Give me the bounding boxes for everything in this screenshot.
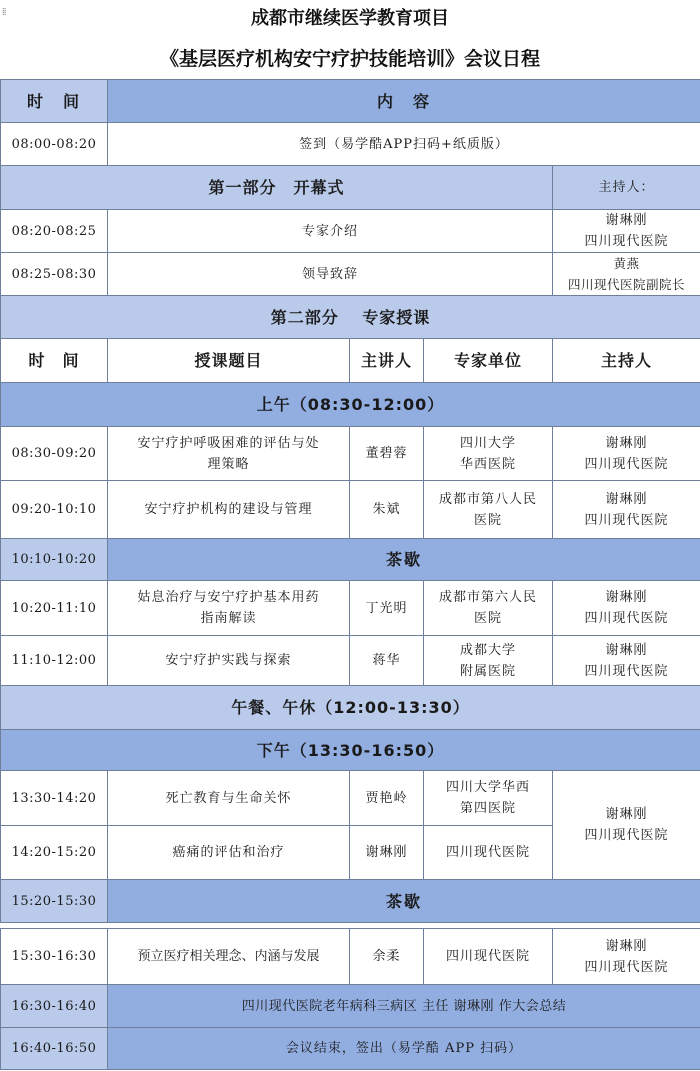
row-topic: 死亡教育与生命关怀 [108,771,350,826]
table-row [1,253,700,296]
column-host: 主持人 [553,339,700,383]
row-unit [424,771,553,826]
row-host [553,253,700,296]
section-row [1,166,700,210]
host-unit: 四川现代医院 [584,512,669,528]
host-name: 谢琳刚 [605,642,648,658]
unit-line: 华西医院 [459,456,516,472]
column-header-row [1,339,700,383]
host-name: 谢琳刚 [605,213,648,228]
host-unit: 四川现代医院 [584,456,669,472]
schedule-table [0,79,700,1070]
column-topic: 授课题目 [108,339,350,383]
row-speaker: 丁光明 [350,581,424,636]
host-unit: 四川现代医院 [584,959,669,975]
row-topic: 专家介绍 [108,210,553,253]
row-host [553,636,700,686]
row-speaker: 蒋华 [350,636,424,686]
row-host [553,427,700,481]
column-time: 时 间 [1,339,108,383]
table-row [1,929,700,985]
host-unit: 四川现代医院 [584,828,669,843]
unit-line: 四川大学 [459,435,516,451]
header-content: 内 容 [108,80,700,123]
topic-line: 理策略 [207,456,250,472]
row-time: 08:00-08:20 [1,123,108,166]
host-name: 谢琳刚 [605,491,648,507]
row-speaker: 董碧蓉 [350,427,424,481]
break-label: 茶歇 [108,539,700,581]
row-topic: 安宁疗护实践与探索 [108,636,350,686]
row-time: 11:10-12:00 [1,636,108,686]
header-time: 时 间 [1,80,108,123]
unit-line: 成都市第六人民 [438,590,537,605]
unit-line: 第四医院 [459,801,516,816]
afternoon-label: 下午（13:30-16:50） [1,730,700,771]
summary-row [1,985,700,1028]
row-topic: 安宁疗护机构的建设与管理 [108,481,350,539]
column-unit: 专家单位 [424,339,553,383]
row-time: 15:30-16:30 [1,929,108,985]
summary-text: 四川现代医院老年病科三病区 主任 谢琳刚 作大会总结 [108,985,700,1028]
morning-label: 上午（08:30-12:00） [1,383,700,427]
row-topic: 癌痛的评估和治疗 [108,826,350,880]
row-time: 10:20-11:10 [1,581,108,636]
topic-line: 姑息治疗与安宁疗护基本用药 [137,590,320,605]
row-time: 08:25-08:30 [1,253,108,296]
row-host [553,771,700,880]
session-row [1,730,700,771]
project-title: 成都市继续医学教育项目 [251,8,449,29]
row-topic: 领导致辞 [108,253,553,296]
part2-title: 第二部分 专家授课 [1,296,700,339]
table-row [1,123,700,166]
row-host [553,210,700,253]
host-unit: 四川现代医院 [584,234,669,249]
unit-line: 医院 [473,512,502,528]
row-time: 09:20-10:10 [1,481,108,539]
row-speaker: 朱斌 [350,481,424,539]
row-time: 14:20-15:20 [1,826,108,880]
drag-handle-icon[interactable]: ⁞⁞ [2,7,6,18]
row-speaker: 余柔 [350,929,424,985]
table-row [1,636,700,686]
row-time: 08:20-08:25 [1,210,108,253]
table-header-row [1,80,700,123]
table-row [1,481,700,539]
topic-line: 指南解读 [200,611,257,626]
part1-title: 第一部分 开幕式 [1,166,553,210]
session-row [1,383,700,427]
row-speaker: 谢琳刚 [350,826,424,880]
table-row [1,771,700,826]
table-row [1,581,700,636]
session-row [1,686,700,730]
host-name: 谢琳刚 [605,590,648,605]
host-name: 黄燕 [613,256,640,271]
unit-line: 成都市第八人民 [438,491,537,507]
row-speaker: 贾艳岭 [350,771,424,826]
row-unit [424,481,553,539]
section-row [1,296,700,339]
host-unit: 四川现代医院 [584,663,669,679]
unit-line: 附属医院 [459,663,516,679]
host-name: 谢琳刚 [605,807,648,822]
row-unit: 四川现代医院 [424,826,553,880]
row-topic [108,427,350,481]
lunch-label: 午餐、午休（12:00-13:30） [1,686,700,730]
row-time: 16:40-16:50 [1,1028,108,1070]
row-time: 16:30-16:40 [1,985,108,1028]
break-time: 15:20-15:30 [1,880,108,923]
part1-host-label: 主持人： [553,166,700,210]
topic-line: 安宁疗护呼吸困难的评估与处 [137,435,320,451]
unit-line: 成都大学 [459,642,516,658]
end-text: 会议结束，签出（易学酷 APP 扫码） [108,1028,700,1070]
row-host [553,929,700,985]
break-time: 10:10-10:20 [1,539,108,581]
row-time: 08:30-09:20 [1,427,108,481]
row-topic [108,581,350,636]
row-content: 签到（易学酷APP扫码+纸质版） [108,123,700,166]
row-host [553,481,700,539]
unit-line: 医院 [473,611,502,626]
row-topic: 预立医疗相关理念、内涵与发展 [108,929,350,985]
row-unit: 四川现代医院 [424,929,553,985]
row-unit [424,581,553,636]
table-row [1,210,700,253]
row-unit [424,636,553,686]
column-speaker: 主讲人 [350,339,424,383]
schedule-title: 《基层医疗机构安宁疗护技能培训》会议日程 [159,48,540,70]
host-name: 谢琳刚 [605,435,648,451]
table-row [1,427,700,481]
break-label: 茶歇 [108,880,700,923]
row-unit [424,427,553,481]
break-row [1,539,700,581]
host-unit: 四川现代医院副院长 [568,277,686,292]
break-row [1,880,700,923]
end-row [1,1028,700,1070]
unit-line: 四川大学华西 [445,780,530,795]
row-host [553,581,700,636]
host-unit: 四川现代医院 [584,611,669,626]
row-time: 13:30-14:20 [1,771,108,826]
host-name: 谢琳刚 [605,938,648,954]
